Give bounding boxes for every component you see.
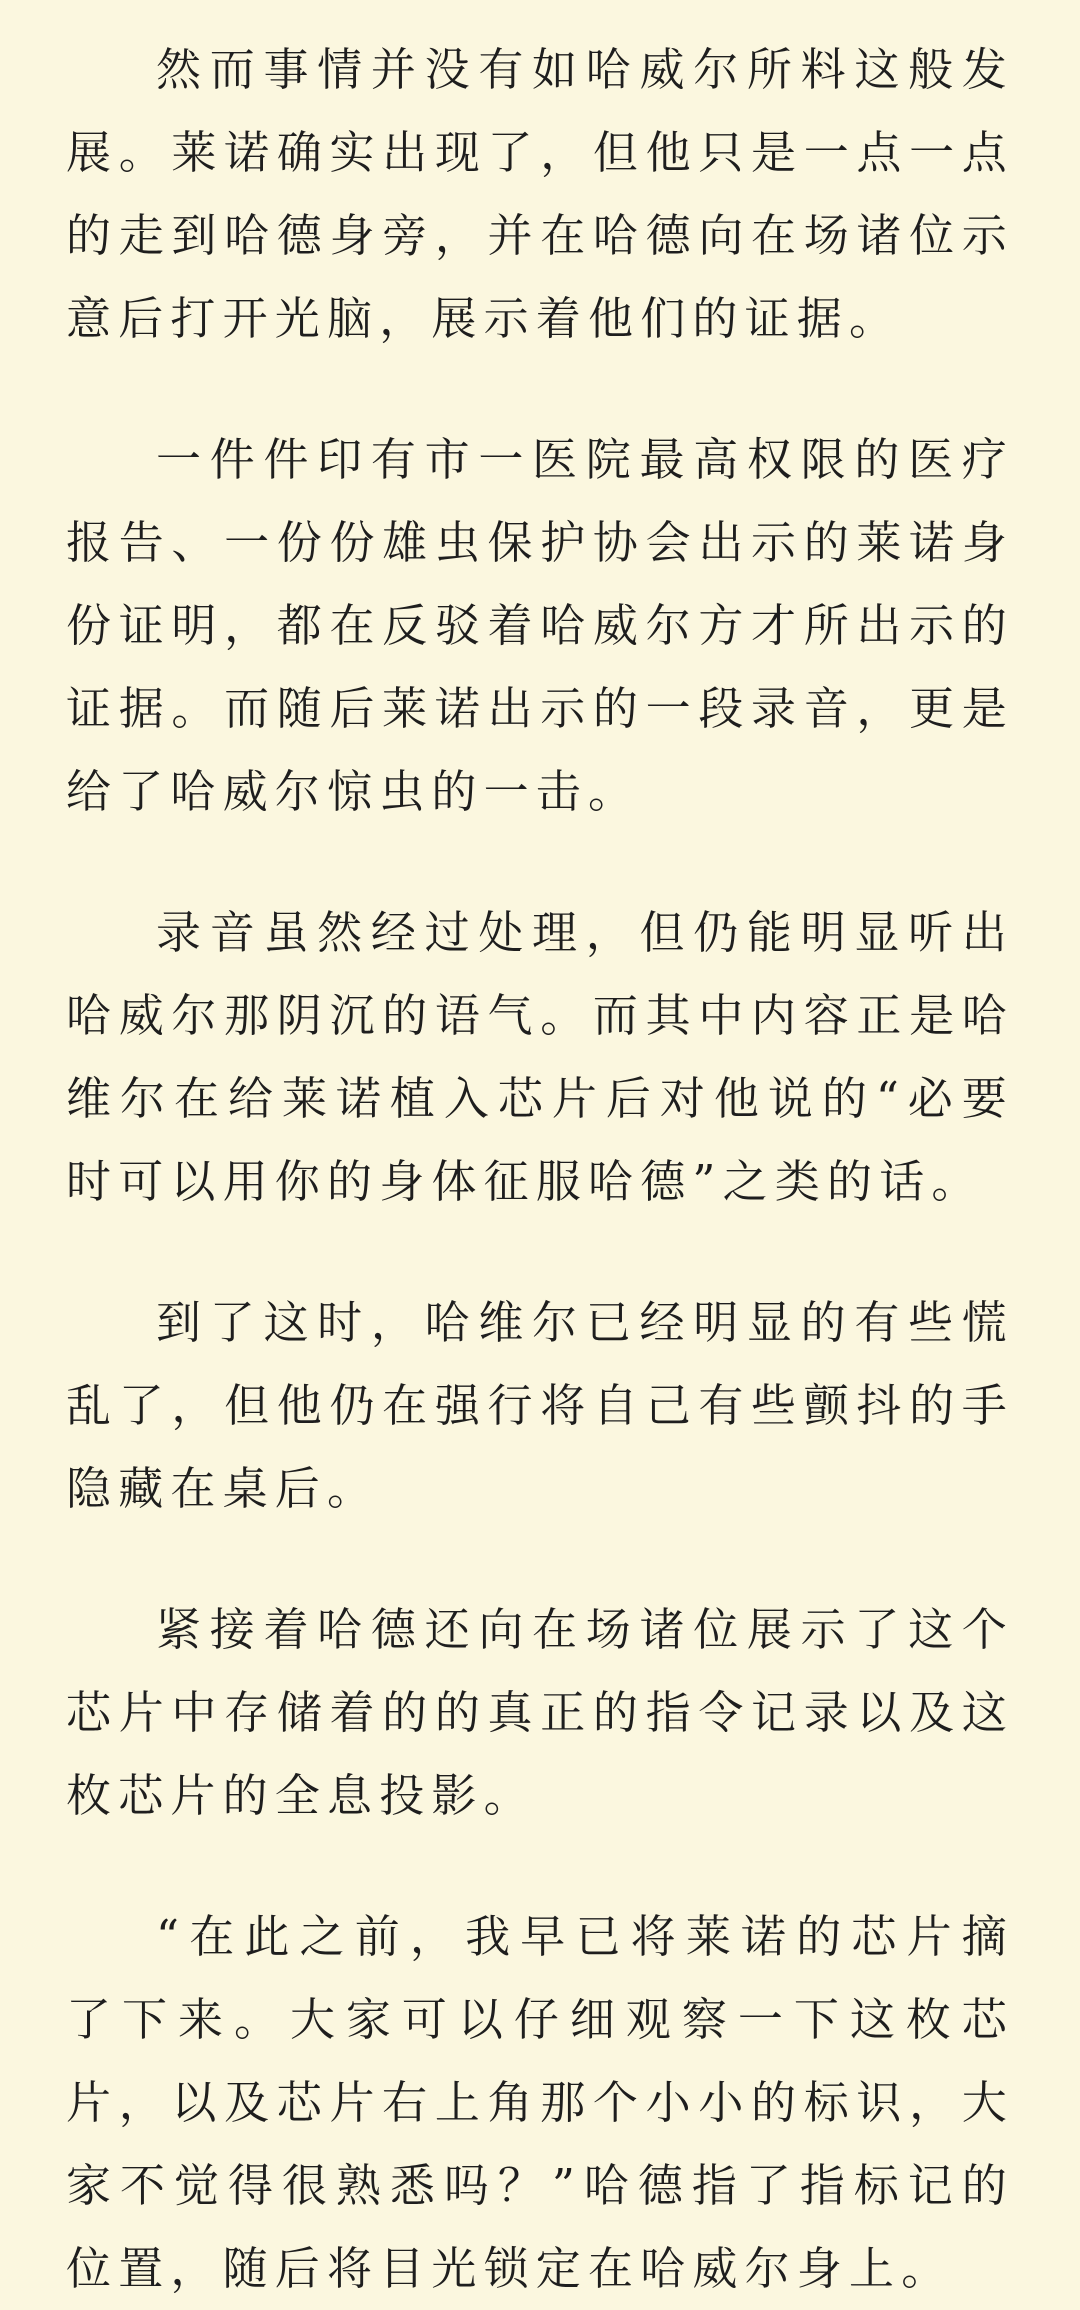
paragraph-4: 到了这时，哈维尔已经明显的有些慌乱了，但他仍在强行将自己有些颤抖的手隐藏在桌后。 xyxy=(66,1296,1014,1515)
paragraph-5: 紧接着哈德还向在场诸位展示了这个芯片中存储着的的真正的指令记录以及这枚芯片的全息投影。 xyxy=(66,1603,1014,1822)
paragraph-6: “在此之前，我早已将莱诺的芯片摘了下来。大家可以仔细观察一下这枚芯片，以及芯片右上角那个小小的标识，大家不觉得很熟悉吗？”哈德指了指标记的位置，随后将目光锁定在哈威尔身上。 xyxy=(66,1910,1014,2295)
paragraph-1: 然而事情并没有如哈威尔所料这般发展。莱诺确实出现了，但他只是一点一点的走到哈德身旁，并在哈德向在场诸位示意后打开光脑，展示着他们的证据。 xyxy=(66,43,1014,345)
paragraph-3: 录音虽然经过处理，但仍能明显听出哈威尔那阴沉的语气。而其中内容正是哈维尔在给莱诺植入芯片后对他说的“必要时可以用你的身体征服哈德”之类的话。 xyxy=(66,906,1014,1208)
paragraph-2: 一件件印有市一医院最高权限的医疗报告、一份份雄虫保护协会出示的莱诺身份证明，都在反驳着哈威尔方才所出示的证据。而随后莱诺出示的一段录音，更是给了哈威尔惊虫的一击。 xyxy=(66,433,1014,818)
